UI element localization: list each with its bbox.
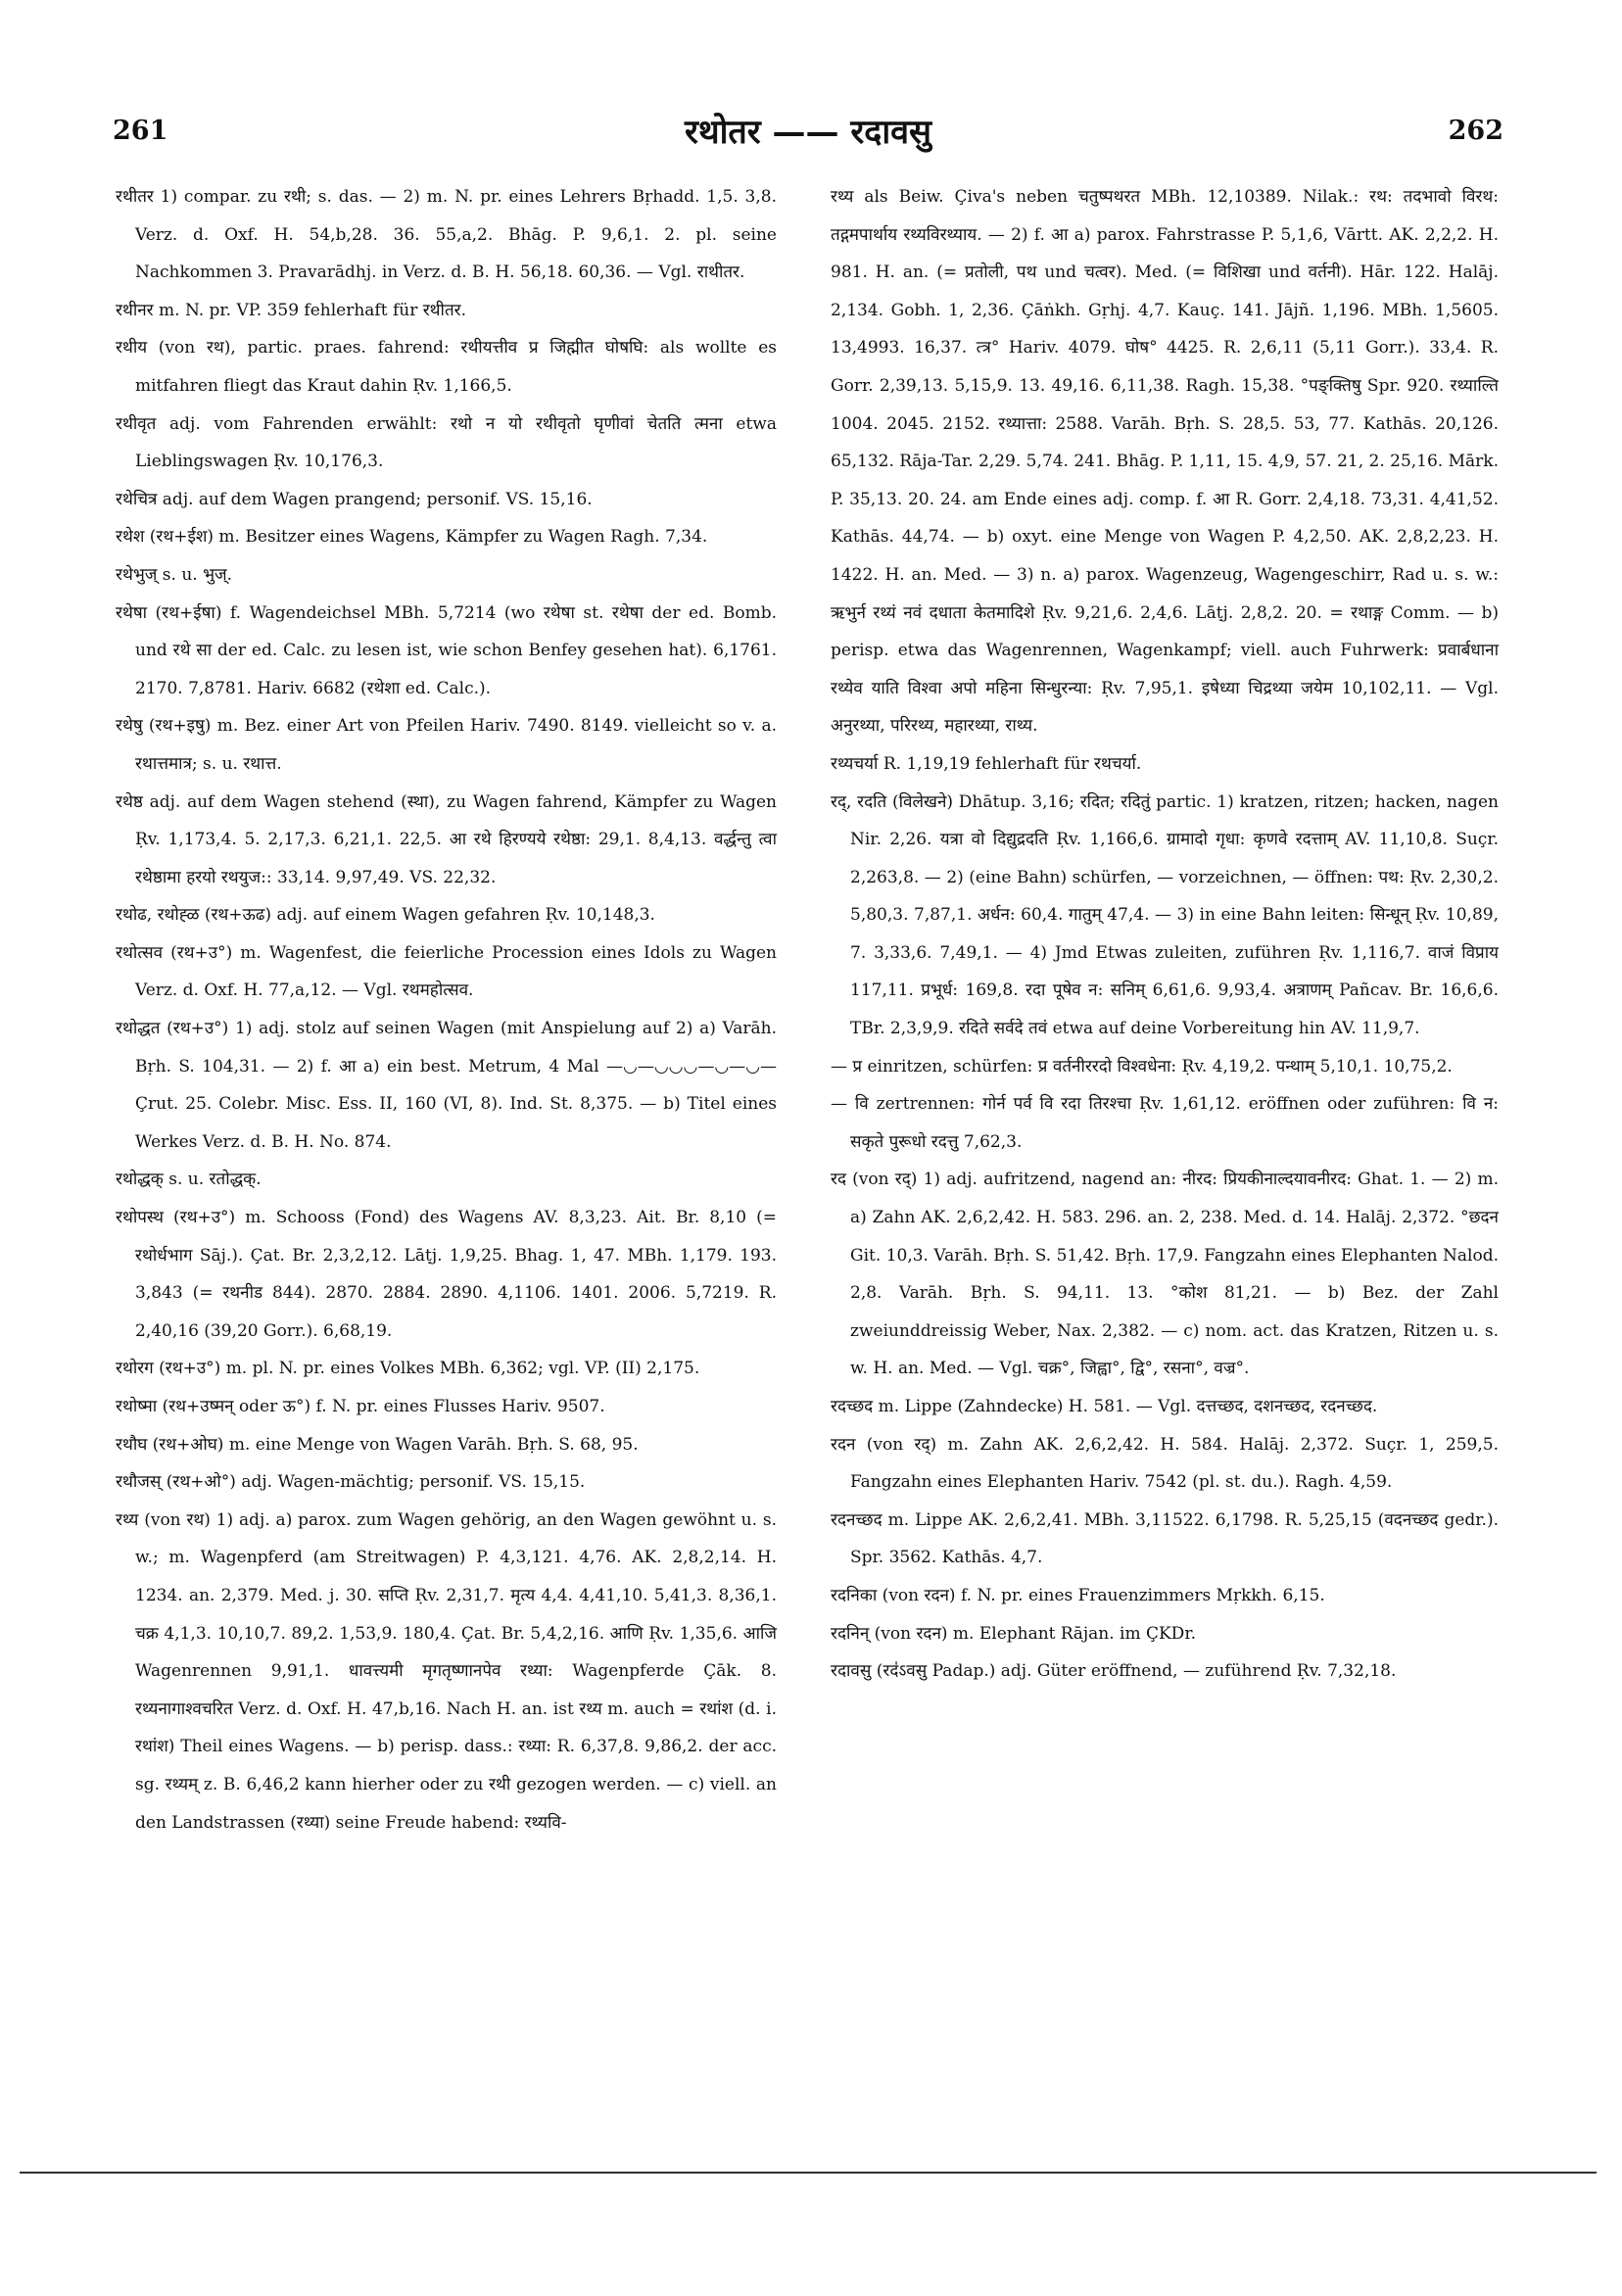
dictionary-entry: रथीनर m. N. pr. VP. 359 fehlerhaft für रथीतर. <box>116 300 466 320</box>
dictionary-entry: रथौजस् (रथ+ओ°) adj. Wagen-mächtig; personif. VS. 15,15. <box>116 1472 586 1493</box>
dictionary-entry: रथीवृत adj. vom Fahrenden erwählt: रथो न यो रथीवृतो घृणीवां चेतति त्मना etwa Lieblingswagen Ṛv. 10,176,3. <box>116 413 777 472</box>
dictionary-entry: रथ्य als Beiw. Çiva's neben चतुष्पथरत MBh. 12,10389. Nilak.: रथ: तदभावो विरथ: तद्गमपार्थाय रथ्यविरथ्याय. — 2) f. आ a) parox. Fahrstrasse P. 5,1,6, Vārtt. AK. 2,2,2. H. 981. H. an. (= प्रतोली, पथ und चत्वर). Med. (= विशिखा und वर्तनी). Hār. 122. Halāj. 2,134. Gobh. 1, 2,36. Çāṅkh. Gṛhj. 4,7. Kauç. 141. Jājñ. 1,196. MBh. 1,5605. 13,4993. 16,37. त्त्र° Hariv. 4079. घोष° 4425. R. 2,6,11 (5,11 Gorr.). 33,4. R. Gorr. 2,39,13. 5,15,9. 13. 49,16. 6,11,38. Ragh. 15,38. °पङ्क्तिषु Spr. 920. रथ्याल्ति 1004. 2045. 2152. रथ्यात्ता: 2588. Varāh. Bṛh. S. 28,5. 53, 77. Kathās. 20,126. 65,132. Rāja-Tar. 2,29. 5,74. 241. Bhāg. P. 1,11, 15. 4,9, 57. 21, 2. 25,16. Mārk. P. 35,13. 20. 24. am Ende eines adj. comp. f. आ R. Gorr. 2,4,18. 73,31. 4,41,52. Kathās. 44,74. — b) oxyt. eine Menge von Wagen P. 4,2,50. AK. 2,8,2,23. H. 1422. H. an. Med. — 3) n. a) parox. Wagenzeug, Wagengeschirr, Rad u. s. w.: ऋभुर्न रथ्यं नवं दधाता केतमादिशे Ṛv. 9,21,6. 2,4,6. Lāṭj. 2,8,2. 20. = रथाङ्ग Comm. — b) perisp. etwa das Wagenrennen, Wagenkampf; viell. auch Fuhrwerk: प्रवार्बधाना रथ्येव याति विश्वा अपो महिना सिन्धुरन्या: Ṛv. 7,95,1. इषेध्या चिद्रथ्या जयेम 10,102,11. — Vgl. अनुरथ्या, परिरथ्य, महारथ्या, राथ्य. <box>831 187 1499 737</box>
dictionary-entry: रदनच्छद m. Lippe AK. 2,6,2,41. MBh. 3,11522. 6,1798. R. 5,25,15 (वदनच्छद gedr.). Spr. 3562. Kathās. 4,7. <box>831 1509 1499 1568</box>
dictionary-entry: रथोढ, रथोह्ळ (रथ+ऊढ) adj. auf einem Wagen gefahren Ṛv. 10,148,3. <box>116 905 655 926</box>
left-page-number: 261 <box>113 116 168 146</box>
right-page-number: 262 <box>1448 116 1503 146</box>
right-column <box>831 178 1499 1691</box>
dictionary-entry: — प्र einritzen, schürfen: प्र वर्तनीररदो विश्वधेना: Ṛv. 4,19,2. पन्थाम् 5,10,1. 10,75,2. <box>831 1056 1453 1076</box>
dictionary-entry: रथेचित्र adj. auf dem Wagen prangend; personif. VS. 15,16. <box>116 489 593 509</box>
dictionary-entry: — वि zertrennen: गोर्न पर्व वि रदा तिरश्चा Ṛv. 1,61,12. eröffnen oder zuführen: वि न: सकृते पुरूधो रदत्तु 7,62,3. <box>831 1094 1499 1152</box>
dictionary-entry: रथोद्धत (रथ+उ°) 1) adj. stolz auf seinen Wagen (mit Anspielung auf 2) a) Varāh. Bṛh. S. 104,31. — 2) f. आ a) ein best. Metrum, 4 Mal —◡—◡◡◡—◡—◡— Çrut. 25. Colebr. Misc. Ess. II, 160 (VI, 8). Ind. St. 8,375. — b) Titel eines Werkes Verz. d. B. H. No. 874. <box>116 1019 777 1152</box>
left-column <box>116 178 777 1842</box>
dictionary-entry: रदनिन् (von रदन) m. Elephant Rājan. im ÇKDr. <box>831 1623 1196 1644</box>
dictionary-entry: रथेभुज् s. u. भुज्. <box>116 564 233 585</box>
dictionary-entry: रद (von रद्) 1) adj. aufritzend, nagend an: नीरद: प्रियकीनाल्दयावनीरद: Ghat. 1. — 2) m. a) Zahn AK. 2,6,2,42. H. 583. 296. an. 2, 238. Med. d. 14. Halāj. 2,372. °छदन Git. 10,3. Varāh. Bṛh. S. 51,42. Bṛh. 17,9. Fangzahn eines Elephanten Nalod. 2,8. Varāh. Bṛh. S. 94,11. 13. °कोश 81,21. — b) Bez. der Zahl zweiunddreissig Weber, Nax. 2,382. — c) nom. act. das Kratzen, Ritzen u. s. w. H. an. Med. — Vgl. चक्र°, जिह्वा°, द्वि°, रसना°, वज्र°. <box>831 1170 1499 1379</box>
page-header <box>113 113 1503 165</box>
dictionary-entry: रदन (von रद्) m. Zahn AK. 2,6,2,42. H. 584. Halāj. 2,372. Suçr. 1, 259,5. Fangzahn eines Elephanten Hariv. 7542 (pl. st. du.). Ragh. 4,59. <box>831 1434 1499 1493</box>
dictionary-entry: रथोरग (रथ+उ°) m. pl. N. pr. eines Volkes MBh. 6,362; vgl. VP. (II) 2,175. <box>116 1359 700 1379</box>
bottom-rule <box>20 2172 1597 2174</box>
dictionary-entry: रथीतर 1) compar. zu रथी; s. das. — 2) m. N. pr. eines Lehrers Bṛhadd. 1,5. 3,8. Verz. d. Oxf. H. 54,b,28. 36. 55,a,2. Bhāg. P. 9,6,1. 2. pl. seine Nachkommen 3. Pravarādhj. in Verz. d. B. H. 56,18. 60,36. — Vgl. राथीतर. <box>116 187 777 283</box>
dictionary-entry: रदनिका (von रदन) f. N. pr. eines Frauenzimmers Mṛkkh. 6,15. <box>831 1585 1325 1605</box>
dictionary-entry: रदावसु (रद॑ऽवसु Padap.) adj. Güter eröffnend, — zuführend Ṛv. 7,32,18. <box>831 1661 1397 1682</box>
running-head: रथोतर —— रदावसु <box>684 113 932 152</box>
dictionary-entry: रद्, रदति (विलेखने) Dhātup. 3,16; रदित; रदितुं partic. 1) kratzen, ritzen; hacken, nagen Nir. 2,26. यत्रा वो दिद्युद्रदति Ṛv. 1,166,6. ग्रामादो गृधा: कृणवे रदत्ताम् AV. 11,10,8. Suçr. 2,263,8. — 2) (eine Bahn) schürfen, — vorzeichnen, — öffnen: पथ: Ṛv. 2,30,2. 5,80,3. 7,87,1. अर्धन: 60,4. गातुम् 47,4. — 3) in eine Bahn leiten: सिन्धून् Ṛv. 10,89, 7. 3,33,6. 7,49,1. — 4) Jmd Etwas zuleiten, zuführen Ṛv. 1,116,7. वाजं विप्राय 117,11. प्रभूर्ध: 169,8. रदा पूषेव न: सनिम् 6,61,6. 9,93,4. अत्राणम् Pañcav. Br. 16,6,6. TBr. 2,3,9,9. रदिते सर्वदे तवं etwa auf deine Vorbereitung hin AV. 11,9,7. <box>831 791 1499 1039</box>
dictionary-entry: रथेषु (रथ+इषु) m. Bez. einer Art von Pfeilen Hariv. 7490. 8149. vielleicht so v. a. रथात्तमात्र; s. u. रथात्त. <box>116 716 777 774</box>
dictionary-entry: रथ्यचर्या R. 1,19,19 fehlerhaft für रथचर्या. <box>831 753 1142 774</box>
dictionary-entry: रथोष्मा (रथ+उष्मन् oder ऊ°) f. N. pr. eines Flusses Hariv. 9507. <box>116 1397 605 1416</box>
dictionary-entry: रथोपस्थ (रथ+उ°) m. Schooss (Fond) des Wagens AV. 8,3,23. Ait. Br. 8,10 (= रथोर्धभाग Sāj.). Çat. Br. 2,3,2,12. Lāṭj. 1,9,25. Bhag. 1, 47. MBh. 1,179. 193. 3,843 (= रथनीड 844). 2870. 2884. 2890. 4,1106. 1401. 2006. 5,7219. R. 2,40,16 (39,20 Gorr.). 6,68,19. <box>116 1208 777 1341</box>
dictionary-entry: रथौघ (रथ+ओघ) m. eine Menge von Wagen Varāh. Bṛh. S. 68, 95. <box>116 1434 639 1455</box>
dictionary-entry: रथ्य (von रथ) 1) adj. a) parox. zum Wagen gehörig, an den Wagen gewöhnt u. s. w.; m. Wagenpferd (am Streitwagen) P. 4,3,121. 4,76. AK. 2,8,2,14. H. 1234. an. 2,379. Med. j. 30. सप्ति Ṛv. 2,31,7. मृत्य 4,4. 4,41,10. 5,41,3. 8,36,1. चक्र 4,1,3. 10,10,7. 89,2. 1,53,9. 180,4. Çat. Br. 5,4,2,16. आणि Ṛv. 1,35,6. आजि Wagenrennen 9,91,1. धावत्त्यमी मृगतृष्णानपेव रथ्या: Wagenpferde Çāk. 8. रथ्यनागाश्वचरित Verz. d. Oxf. H. 47,b,16. Nach H. an. ist रथ्य m. auch = रथांश (d. i. रथांश) Theil eines Wagens. — b) perisp. dass.: रथ्या: R. 6,37,8. 9,86,2. der acc. sg. रथ्यम् z. B. 6,46,2 kann hierher oder zu रथी gezogen werden. — c) viell. an den Landstrassen (रथ्या) seine Freude habend: रथ्यवि- <box>116 1509 777 1833</box>
dictionary-entry: रथीय (von रथ), partic. praes. fahrend: रथीयत्तीव प्र जिह्मीत घोषघि: als wollte es mitfahren fliegt das Kraut dahin Ṛv. 1,166,5. <box>116 338 777 396</box>
dictionary-entry: रदच्छद m. Lippe (Zahndecke) H. 581. — Vgl. दत्तच्छद, दशनच्छद, रदनच्छद. <box>831 1397 1378 1416</box>
dictionary-entry: रथोत्सव (रथ+उ°) m. Wagenfest, die feierliche Procession eines Idols zu Wagen Verz. d. Oxf. H. 77,a,12. — Vgl. रथमहोत्सव. <box>116 942 777 1001</box>
dictionary-entry: रथोद्धक् s. u. रतोद्धक्. <box>116 1170 262 1190</box>
dictionary-entry: रथेष्ठ adj. auf dem Wagen stehend (स्था), zu Wagen fahrend, Kämpfer zu Wagen Ṛv. 1,173,4. 5. 2,17,3. 6,21,1. 22,5. आ रथे हिरण्यये रथेष्ठा: 29,1. 8,4,13. वर्द्धन्तु त्वा रथेष्ठामा हरयो रथयुज:: 33,14. 9,97,49. VS. 22,32. <box>116 791 777 887</box>
dictionary-entry: रथेषा (रथ+ईषा) f. Wagendeichsel MBh. 5,7214 (wo रथेषा st. रथेषा der ed. Bomb. und रथे सा der ed. Calc. zu lesen ist, wie schon Benfey gesehen hat). 6,1761. 2170. 7,8781. Hariv. 6682 (रथेशा ed. Calc.). <box>116 602 777 698</box>
dictionary-entry: रथेश (रथ+ईश) m. Besitzer eines Wagens, Kämpfer zu Wagen Ragh. 7,34. <box>116 527 708 548</box>
